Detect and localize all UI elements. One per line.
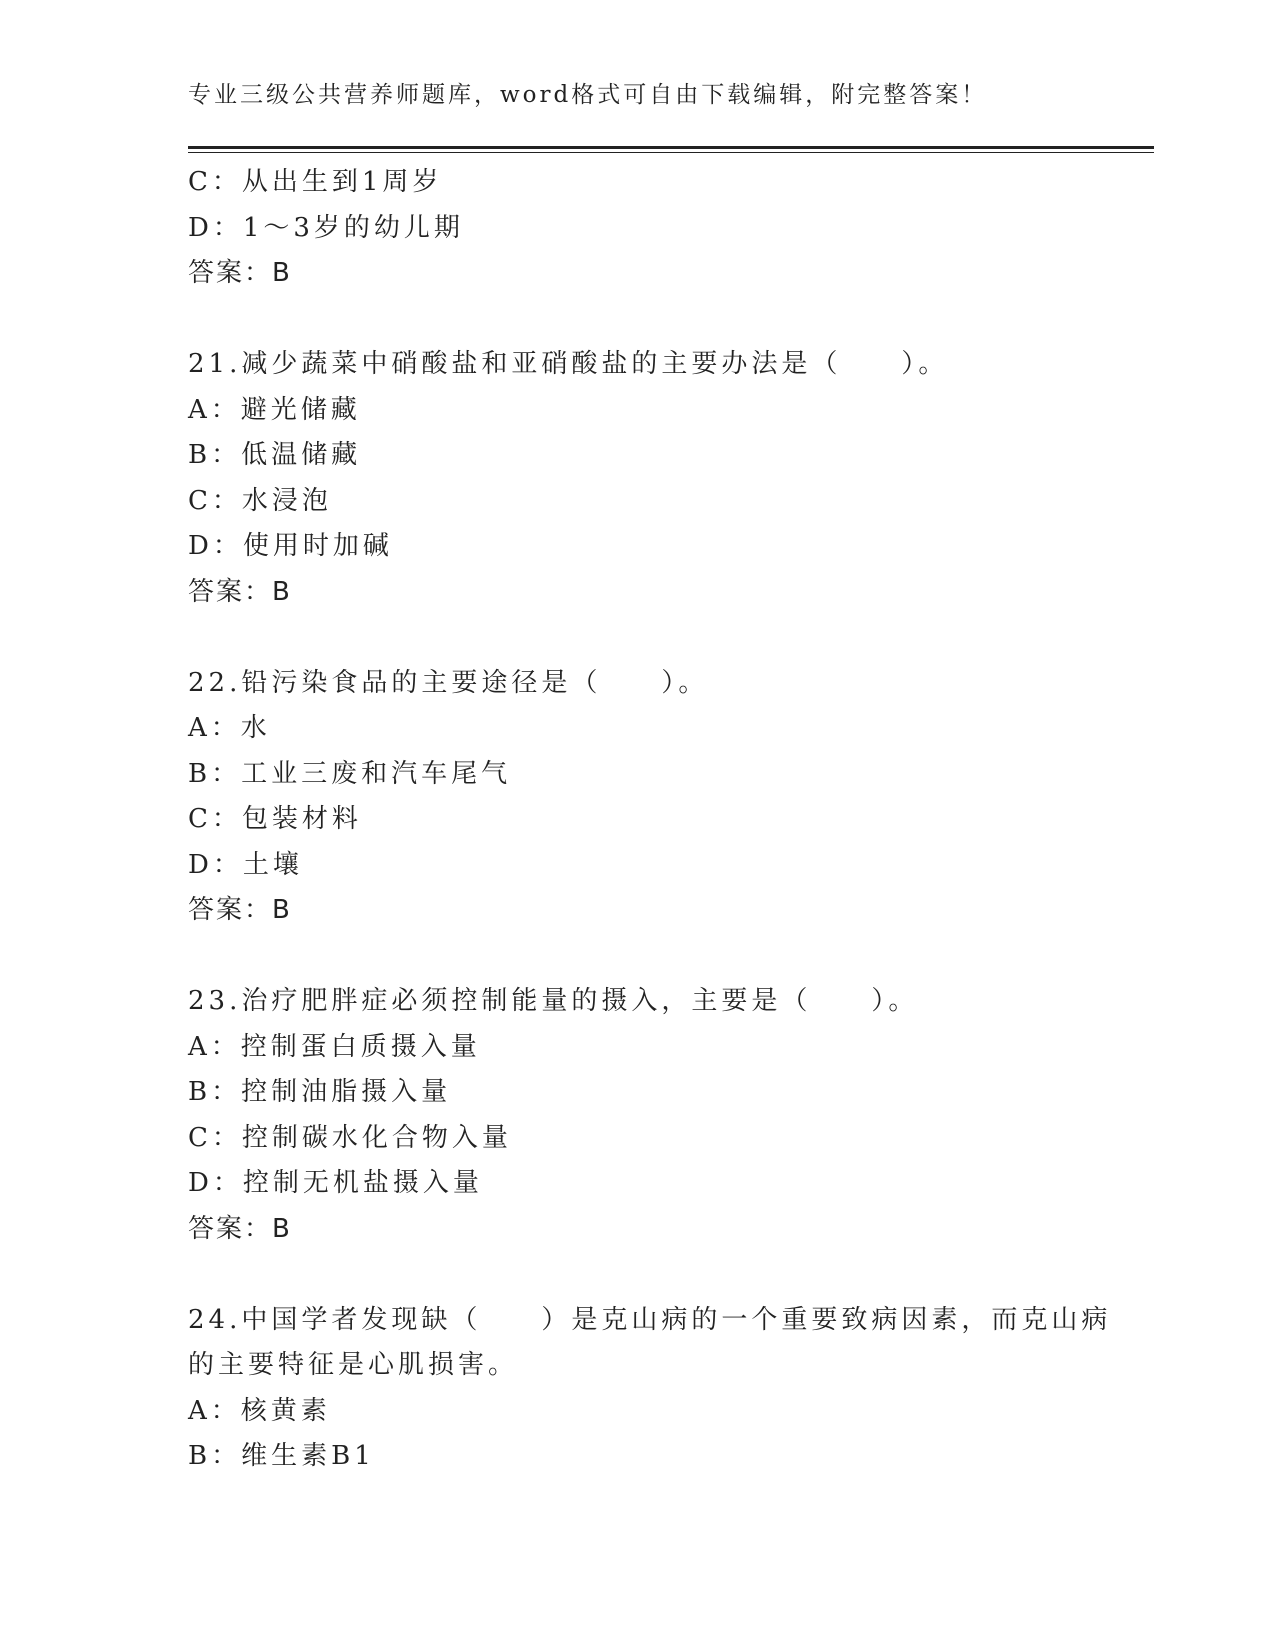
option-c: C：水浸泡 [188,485,332,516]
spacer [188,297,1088,343]
option-d: D：土壤 [188,849,303,880]
option-a: A：避光储藏 [188,394,361,425]
question-stem-line-1: 24.中国学者发现缺（ ）是克山病的一个重要致病因素，而克山病 [188,1304,1112,1335]
spacer [188,615,1088,661]
question-stem-line-2: 的主要特征是心肌损害。 [188,1350,519,1380]
option-c: C：从出生到1周岁 [188,167,443,197]
question-stem: 21.减少蔬菜中硝酸盐和亚硝酸盐的主要办法是（ ）。 [188,349,949,379]
question-20-continued [188,160,1088,297]
option-a: A：控制蛋白质摄入量 [188,1031,481,1062]
header-rule-thin [188,152,1154,153]
answer-line: 答案：B [188,576,292,607]
question-21 [188,342,1088,615]
document-header: 专业三级公共营养师题库，word格式可自由下载编辑，附完整答案！ [188,82,988,108]
option-d: D：控制无机盐摄入量 [188,1168,483,1198]
header-rule-thick [188,146,1154,149]
spacer [188,934,1088,980]
option-b: B：工业三废和汽车尾气 [188,758,512,789]
option-a: A：水 [188,713,271,743]
question-23 [188,979,1088,1252]
question-content [188,160,1112,1480]
option-b: B：低温储藏 [188,440,362,470]
question-stem: 23.治疗肥胖症必须控制能量的摄入，主要是（ ）。 [188,986,919,1016]
option-d: D：1～3岁的幼儿期 [188,212,464,243]
option-b: B：维生素B1 [188,1441,375,1471]
option-d: D：使用时加碱 [188,531,393,561]
option-c: C：包装材料 [188,804,362,834]
spacer [188,1252,1088,1298]
question-22 [188,661,1088,934]
answer-line: 答案：B [188,895,292,925]
option-b: B：控制油脂摄入量 [188,1077,452,1107]
option-c: C：控制碳水化合物入量 [188,1122,512,1153]
option-a: A：核黄素 [188,1395,331,1426]
question-stem: 22.铅污染食品的主要途径是（ ）。 [188,667,709,698]
answer-line: 答案：B [188,258,292,288]
question-24 [188,1298,1112,1480]
answer-line: 答案：B [188,1213,292,1244]
